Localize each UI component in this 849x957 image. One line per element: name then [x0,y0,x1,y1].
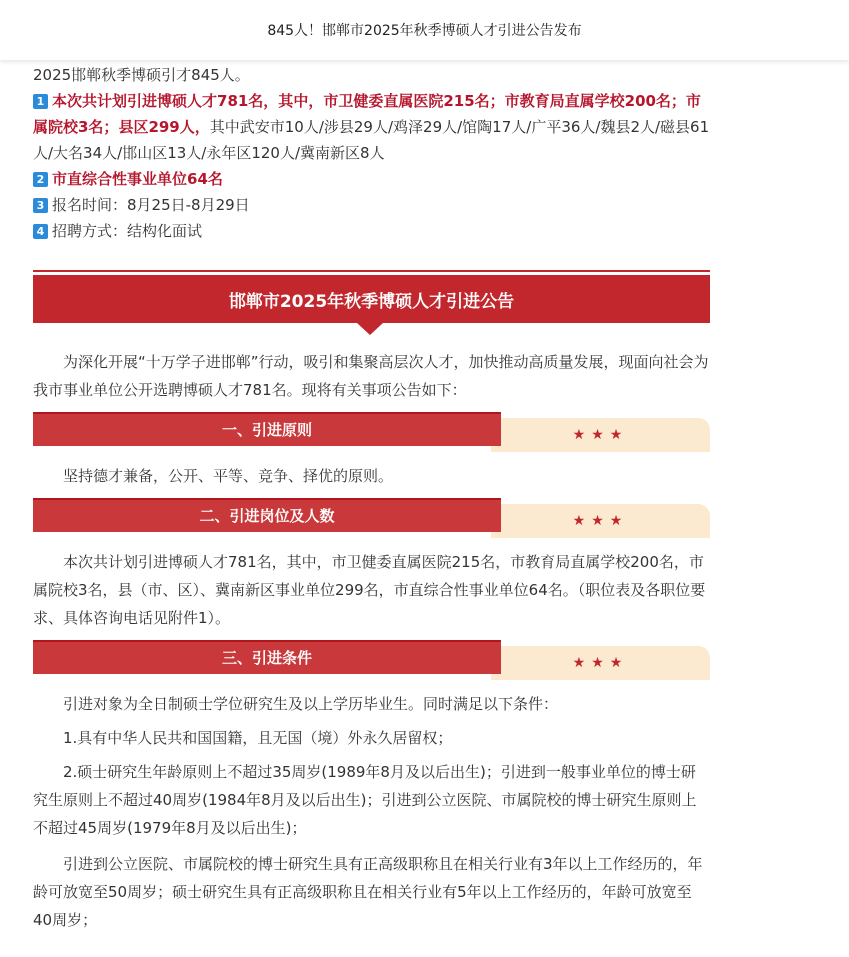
announcement-banner [33,270,710,334]
summary-intro: 2025邯郸秋季博硕引才845人。 [33,66,250,84]
number-2-icon: 2 [33,172,48,187]
section-divider [33,412,501,414]
section-title: 三、引进条件 [33,640,501,674]
number-1-icon: 1 [33,94,48,109]
section-paragraph: 1.具有中华人民共和国国籍，且无国（境）外永久居留权； [63,729,453,747]
stars-icon: ★★★ [491,418,710,452]
summary-item-1-rest: 其中武安市10人/涉县29人/鸡泽29人/馆陶17人/广平36人/魏县2人/磁县61人/大名34人/邯山区13人/永年区120人/冀南新区8人 [33,118,710,162]
summary-item-2-text: 市直综合性事业单位64名 [52,170,223,188]
section-paragraph: 坚持德才兼备，公开、平等、竞争、择优的原则。 [63,467,394,485]
summary-item-3-text: 报名时间：8月25日-8月29日 [52,196,250,214]
summary-item-4-text: 招聘方式：结构化面试 [52,222,203,240]
banner-arrow-icon [357,323,383,335]
section-title: 二、引进岗位及人数 [33,498,501,532]
header-bar [0,0,849,60]
summary-item-1 [33,88,710,166]
section-header-positions [33,498,710,538]
summary-item-1-bold: 本次共计划引进博硕人才781名，其中，市卫健委直属医院215名；市教育局直属学校200名；市属院校3名；县区299人， [33,92,701,136]
stars-icon: ★★★ [491,504,710,538]
banner-divider [33,270,710,272]
section-title: 一、引进原则 [33,412,501,446]
section-header-conditions [33,640,710,680]
page-title: 845人！邯郸市2025年秋季博硕人才引进公告发布 [267,23,582,39]
section-paragraph: 引进到公立医院、市属院校的博士研究生具有正高级职称且在相关行业有3年以上工作经历的，年龄可放宽至50周岁；硕士研究生具有正高级职称且在相关行业有5年以上工作经历的，年龄可放宽至40周岁； [33,855,703,929]
intro-paragraph: 为深化开展“十万学子进邯郸”行动，吸引和集聚高层次人才，加快推动高质量发展，现面向社会为我市事业单位公开选聘博硕人才781名。现将有关事项公告如下： [33,353,709,399]
section-divider [33,498,501,500]
summary-item-2 [33,166,710,192]
summary-item-3 [33,192,710,218]
article-content [33,62,710,934]
stars-icon: ★★★ [491,646,710,680]
section-paragraph: 本次共计划引进博硕人才781名，其中，市卫健委直属医院215名，市教育局直属学校200名，市属院校3名，县（市、区）、冀南新区事业单位299名，市直综合性事业单位64名。（职位表及各职位要求、具体咨询电话见附件1）。 [33,553,706,627]
banner-title: 邯郸市2025年秋季博硕人才引进公告 [33,275,710,323]
number-3-icon: 3 [33,198,48,213]
section-header-principles [33,412,710,452]
section-divider [33,640,501,642]
summary-item-4 [33,218,710,244]
section-paragraph: 2.硕士研究生年龄原则上不超过35周岁(1989年8月及以后出生)；引进到一般事业单位的博士研究生原则上不超过40周岁(1984年8月及以后出生)；引进到公立医院、市属院校的博士研究生原则上不超过45周岁(1979年8月及以后出生)； [33,763,697,837]
section-paragraph: 引进对象为全日制硕士学位研究生及以上学历毕业生。同时满足以下条件： [63,695,559,713]
number-4-icon: 4 [33,224,48,239]
